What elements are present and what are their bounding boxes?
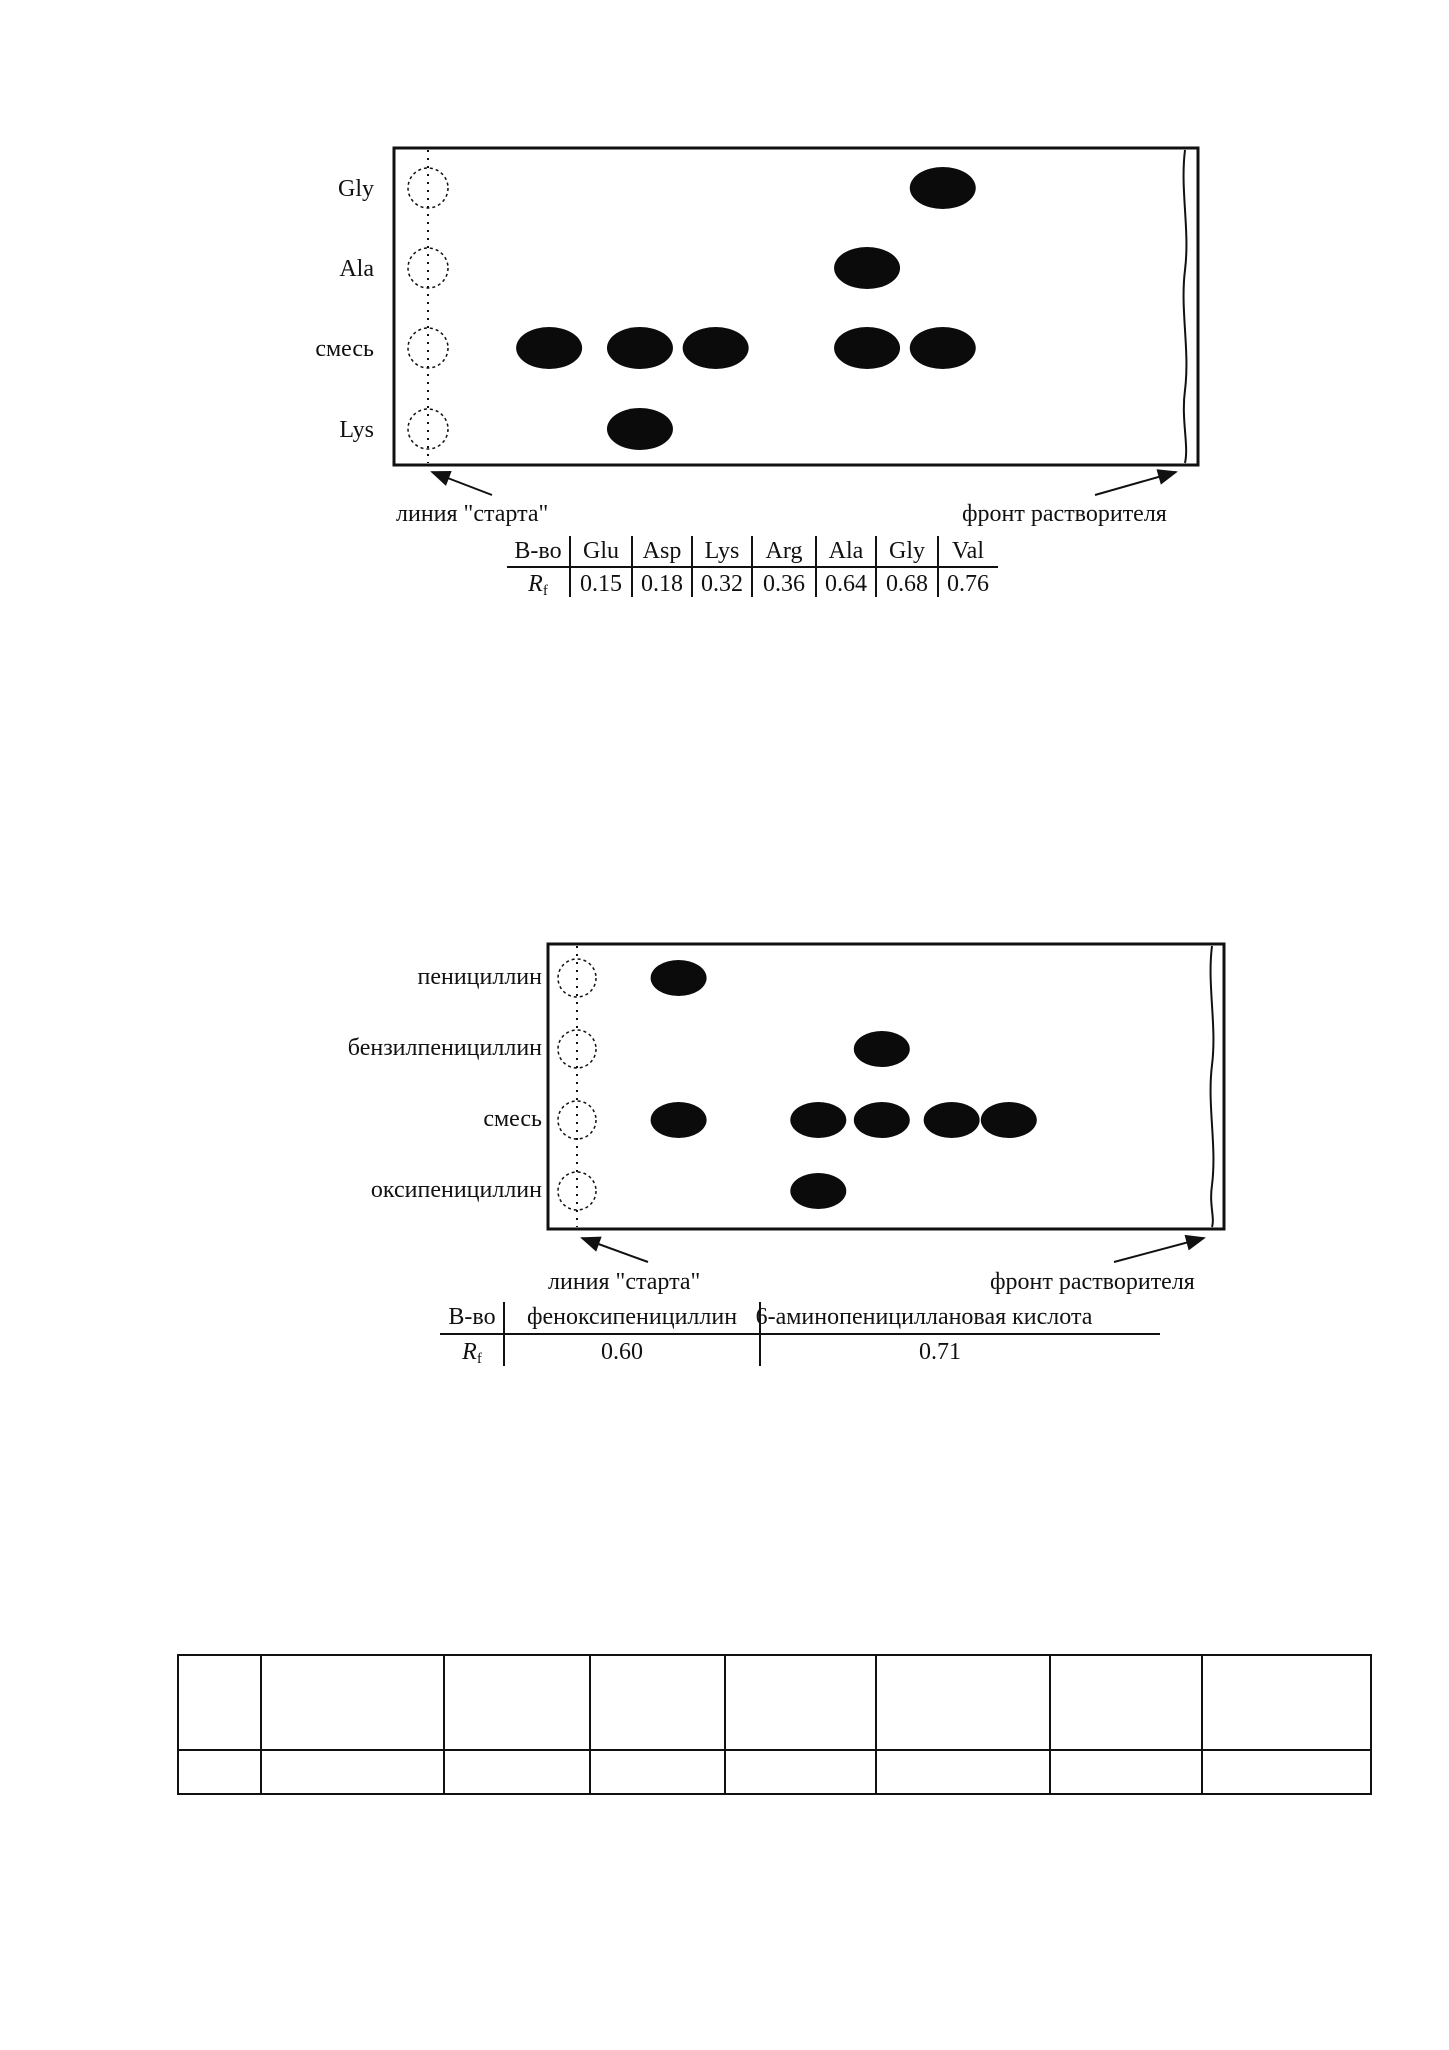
lane-label: смесь [315, 336, 374, 362]
substance-name: 6-аминопенициллановая кислота [755, 1304, 1093, 1330]
chromatography-spot [607, 408, 673, 450]
rf-value: 0.71 [919, 1339, 961, 1365]
lane-label: пенициллин [417, 964, 542, 990]
start-line-label: линия "старта" [548, 1269, 701, 1295]
rf-value: 0.15 [580, 571, 622, 597]
chromatography-spot [516, 327, 582, 369]
chromatography-spot [651, 960, 707, 996]
rf-row-label: Rf [462, 1339, 482, 1367]
lane-labels [348, 964, 542, 1203]
table-outline [178, 1655, 1371, 1794]
solvent-front-line [1211, 946, 1214, 1227]
substance-name: Ala [828, 538, 864, 564]
chromatogram-figure-2 [348, 944, 1224, 1367]
front-arrow [1095, 472, 1176, 495]
chromatography-spot [854, 1102, 910, 1138]
lane-labels [315, 176, 374, 443]
chromatogram-figure-1 [315, 148, 1198, 599]
substance-name: Lys [704, 538, 740, 564]
origin-circle [558, 1172, 596, 1210]
front-arrow [1114, 1238, 1204, 1262]
rf-value: 0.60 [601, 1339, 643, 1365]
plate-frame [394, 148, 1198, 465]
solvent-front-line [1184, 150, 1187, 463]
chromatography-spot [924, 1102, 980, 1138]
chromatography-spot [834, 247, 900, 289]
spots-group [516, 167, 976, 450]
substance-name: Val [952, 538, 984, 564]
lane-label: оксипенициллин [370, 1177, 542, 1203]
substance-name: Glu [583, 538, 619, 564]
spots-group [651, 960, 1037, 1209]
lane-label: смесь [483, 1106, 542, 1132]
origin-circles [558, 959, 596, 1210]
chromatography-spot [683, 327, 749, 369]
solvent-front-label: фронт растворителя [990, 1269, 1195, 1295]
rf-value: 0.68 [886, 571, 928, 597]
chromatography-spot [607, 327, 673, 369]
chromatography-spot [981, 1102, 1037, 1138]
rf-table [507, 536, 998, 599]
lane-label: бензилпенициллин [347, 1035, 542, 1061]
start-arrow [582, 1238, 648, 1262]
chromatography-spot [790, 1173, 846, 1209]
chromatography-spot [834, 327, 900, 369]
substance-name: Arg [765, 538, 803, 564]
lane-label: Ala [339, 256, 374, 282]
chromatography-spot [910, 167, 976, 209]
substance-name: Gly [889, 538, 925, 564]
plate-frame [548, 944, 1224, 1229]
lane-label: Lys [339, 417, 374, 443]
rf-value: 0.76 [947, 571, 989, 597]
lane-label: Gly [338, 176, 374, 202]
rf-value: 0.36 [763, 571, 805, 597]
start-arrow [432, 472, 492, 495]
rf-row-label: Rf [528, 571, 548, 599]
rf-value: 0.32 [701, 571, 743, 597]
chromatography-spot [910, 327, 976, 369]
substance-name: Asp [642, 538, 682, 564]
blank-answer-table [178, 1655, 1371, 1794]
chromatography-spot [854, 1031, 910, 1067]
chromatography-spot [790, 1102, 846, 1138]
table-header-label: В-во [514, 538, 562, 564]
solvent-front-label: фронт растворителя [962, 501, 1167, 527]
rf-table [440, 1302, 1160, 1367]
chromatography-spot [651, 1102, 707, 1138]
substance-name: феноксипенициллин [526, 1304, 738, 1330]
rf-value: 0.64 [825, 571, 867, 597]
table-header-label: В-во [448, 1304, 496, 1330]
rf-value: 0.18 [641, 571, 683, 597]
start-line-label: линия "старта" [396, 501, 549, 527]
